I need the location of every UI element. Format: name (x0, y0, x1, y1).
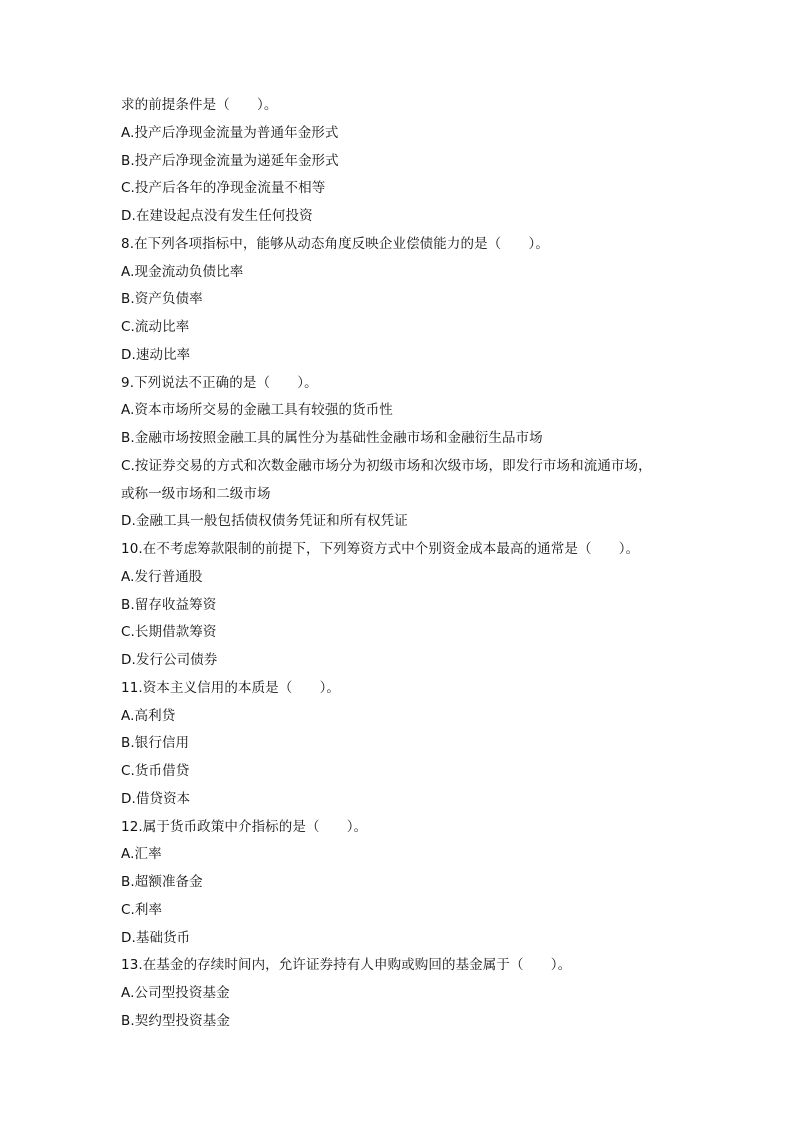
question-8-option-d: D.速动比率 (121, 346, 191, 363)
question-9-option-a: A.资本市场所交易的金融工具有较强的货币性 (121, 402, 393, 419)
question-11-option-c: C.货币借贷 (121, 763, 190, 779)
question-7-option-c: C.投产后各年的净现金流量不相等 (121, 180, 326, 197)
question-12-option-d: D.基础货币 (121, 929, 191, 946)
question-8-stem: 8.在下列各项指标中，能够从动态角度反映企业偿债能力的是（ ）。 (121, 235, 549, 252)
question-9-option-d: D.金融工具一般包括债权债务凭证和所有权凭证 (121, 513, 408, 530)
question-7-option-a: A.投产后净现金流量为普通年金形式 (121, 124, 339, 141)
question-text-block (121, 92, 701, 1036)
question-7-option-b: B.投产后净现金流量为递延年金形式 (121, 152, 339, 169)
question-11-stem: 11.资本主义信用的本质是（ ）。 (121, 679, 341, 696)
question-8-option-b: B.资产负债率 (121, 291, 203, 308)
question-11-option-b: B.银行信用 (121, 735, 190, 752)
question-10-stem: 10.在不考虑筹款限制的前提下，下列筹资方式中个别资金成本最高的通常是（ ）。 (121, 541, 640, 557)
question-10-option-a: A.发行普通股 (121, 568, 203, 585)
question-9-option-b: B.金融市场按照金融工具的属性分为基础性金融市场和金融衍生品市场 (121, 430, 543, 446)
question-13-stem: 13.在基金的存续时间内，允许证券持有人申购或购回的基金属于（ ）。 (121, 957, 572, 974)
question-10-option-d: D.发行公司债券 (121, 652, 218, 668)
question-8-option-c: C.流动比率 (121, 319, 190, 335)
question-12-option-a: A.汇率 (121, 846, 162, 863)
question-9-option-c-continuation: 或称一级市场和二级市场 (121, 485, 271, 502)
question-11-option-a: A.高利贷 (121, 707, 176, 724)
question-10-option-c: C.长期借款筹资 (121, 624, 217, 641)
question-9-option-c: C.按证券交易的方式和次数金融市场分为初级市场和次级市场，即发行市场和流通市场， (121, 457, 652, 474)
question-13-option-a: A.公司型投资基金 (121, 985, 230, 1001)
question-12-option-b: B.超额准备金 (121, 874, 203, 890)
question-10-option-b: B.留存收益筹资 (121, 596, 217, 613)
question-8-option-a: A.现金流动负债比率 (121, 263, 244, 280)
question-9-stem: 9.下列说法不正确的是（ ）。 (121, 374, 318, 391)
question-13-option-b: B.契约型投资基金 (121, 1012, 230, 1029)
question-12-stem: 12.属于货币政策中介指标的是（ ）。 (121, 818, 368, 835)
question-7-option-d: D.在建设起点没有发生任何投资 (121, 208, 313, 224)
question-12-option-c: C.利率 (121, 901, 163, 918)
question-11-option-d: D.借贷资本 (121, 790, 191, 807)
question-7-stem-continuation: 求的前提条件是（ ）。 (121, 97, 278, 113)
